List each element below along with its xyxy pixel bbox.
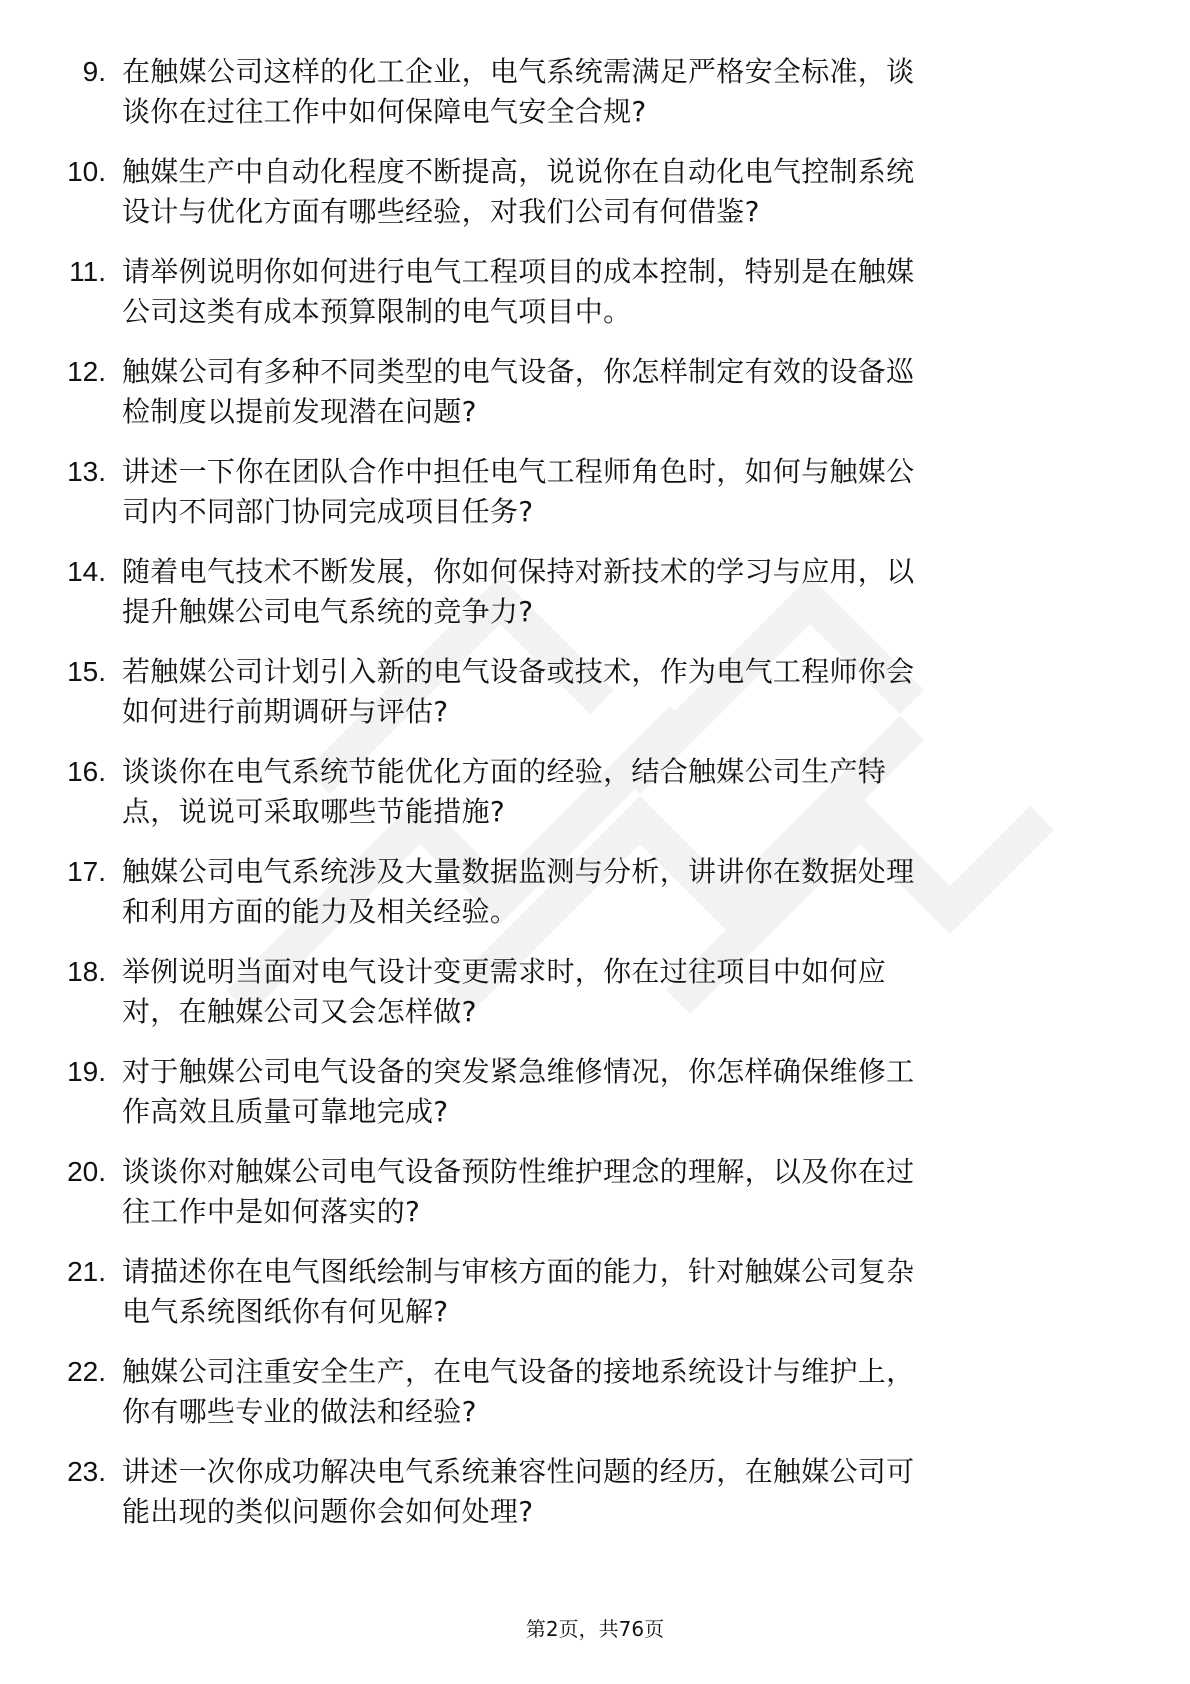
question-text: [122, 252, 1102, 332]
question-item: [0, 1448, 1190, 1548]
question-line: 对，在触媒公司又会怎样做?: [122, 995, 477, 1028]
question-text: [122, 952, 1102, 1032]
question-item: [0, 448, 1190, 548]
question-item: [0, 648, 1190, 748]
question-line: 和利用方面的能力及相关经验。: [122, 895, 519, 928]
question-text: [122, 1252, 1102, 1332]
question-text: [122, 1452, 1102, 1532]
question-number: 16.: [67, 756, 106, 787]
question-number: 10.: [67, 156, 106, 187]
question-line: 触媒公司有多种不同类型的电气设备，你怎样制定有效的设备巡: [122, 355, 915, 388]
question-item: [0, 1248, 1190, 1348]
question-item: [0, 248, 1190, 348]
question-line: 能出现的类似问题你会如何处理?: [122, 1495, 534, 1528]
question-number: 23.: [67, 1456, 106, 1487]
question-item: [0, 48, 1190, 148]
question-item: [0, 848, 1190, 948]
question-line: 对于触媒公司电气设备的突发紧急维修情况，你怎样确保维修工: [122, 1055, 915, 1088]
question-item: [0, 1148, 1190, 1248]
question-text: [122, 1052, 1102, 1132]
question-line: 举例说明当面对电气设计变更需求时，你在过往项目中如何应: [122, 955, 887, 988]
question-line: 电气系统图纸你有何见解?: [122, 1295, 449, 1328]
question-number: 14.: [67, 556, 106, 587]
question-number: 11.: [69, 256, 106, 287]
question-line: 设计与优化方面有哪些经验，对我们公司有何借鉴?: [122, 195, 760, 228]
question-number: 9.: [82, 56, 106, 87]
question-line: 若触媒公司计划引入新的电气设备或技术，作为电气工程师你会: [122, 655, 915, 688]
question-text: [122, 1152, 1102, 1232]
page-footer: 第2页，共76页: [525, 1617, 665, 1641]
question-list: [0, 48, 1190, 1548]
question-line: 触媒生产中自动化程度不断提高，说说你在自动化电气控制系统: [122, 155, 915, 188]
question-line: 公司这类有成本预算限制的电气项目中。: [122, 295, 632, 328]
question-line: 讲述一下你在团队合作中担任电气工程师角色时，如何与触媒公: [122, 455, 915, 488]
question-line: 谈谈你在电气系统节能优化方面的经验，结合触媒公司生产特: [122, 755, 887, 788]
question-item: [0, 1048, 1190, 1148]
question-number: 13.: [67, 456, 106, 487]
question-number: 12.: [67, 356, 106, 387]
question-text: [122, 52, 1102, 132]
question-text: [122, 852, 1102, 932]
question-number: 15.: [67, 656, 106, 687]
question-number: 18.: [67, 956, 106, 987]
question-item: [0, 548, 1190, 648]
question-line: 请描述你在电气图纸绘制与审核方面的能力，针对触媒公司复杂: [122, 1255, 915, 1288]
question-item: [0, 1348, 1190, 1448]
question-item: [0, 748, 1190, 848]
question-line: 谈你在过往工作中如何保障电气安全合规?: [122, 95, 647, 128]
question-number: 22.: [67, 1356, 106, 1387]
question-item: [0, 148, 1190, 248]
question-item: [0, 948, 1190, 1048]
question-line: 作高效且质量可靠地完成?: [122, 1095, 449, 1128]
question-text: [122, 652, 1102, 732]
question-line: 讲述一次你成功解决电气系统兼容性问题的经历，在触媒公司可: [122, 1455, 915, 1488]
question-item: [0, 348, 1190, 448]
question-line: 提升触媒公司电气系统的竞争力?: [122, 595, 534, 628]
question-line: 触媒公司注重安全生产，在电气设备的接地系统设计与维护上，: [122, 1355, 915, 1388]
question-line: 往工作中是如何落实的?: [122, 1195, 421, 1228]
question-number: 21.: [67, 1256, 106, 1287]
question-number: 20.: [67, 1156, 106, 1187]
question-line: 如何进行前期调研与评估?: [122, 695, 449, 728]
question-text: [122, 452, 1102, 532]
question-line: 随着电气技术不断发展，你如何保持对新技术的学习与应用，以: [122, 555, 915, 588]
question-line: 请举例说明你如何进行电气工程项目的成本控制，特别是在触媒: [122, 255, 915, 288]
question-text: [122, 352, 1102, 432]
question-line: 司内不同部门协同完成项目任务?: [122, 495, 534, 528]
question-text: [122, 1352, 1102, 1432]
question-text: [122, 552, 1102, 632]
question-line: 你有哪些专业的做法和经验?: [122, 1395, 477, 1428]
question-text: [122, 752, 1102, 832]
question-line: 触媒公司电气系统涉及大量数据监测与分析，讲讲你在数据处理: [122, 855, 915, 888]
question-text: [122, 152, 1102, 232]
question-line: 在触媒公司这样的化工企业，电气系统需满足严格安全标准，谈: [122, 55, 915, 88]
question-number: 19.: [67, 1056, 106, 1087]
question-line: 检制度以提前发现潜在问题?: [122, 395, 477, 428]
question-line: 点，说说可采取哪些节能措施?: [122, 795, 506, 828]
question-line: 谈谈你对触媒公司电气设备预防性维护理念的理解，以及你在过: [122, 1155, 915, 1188]
question-number: 17.: [67, 856, 106, 887]
